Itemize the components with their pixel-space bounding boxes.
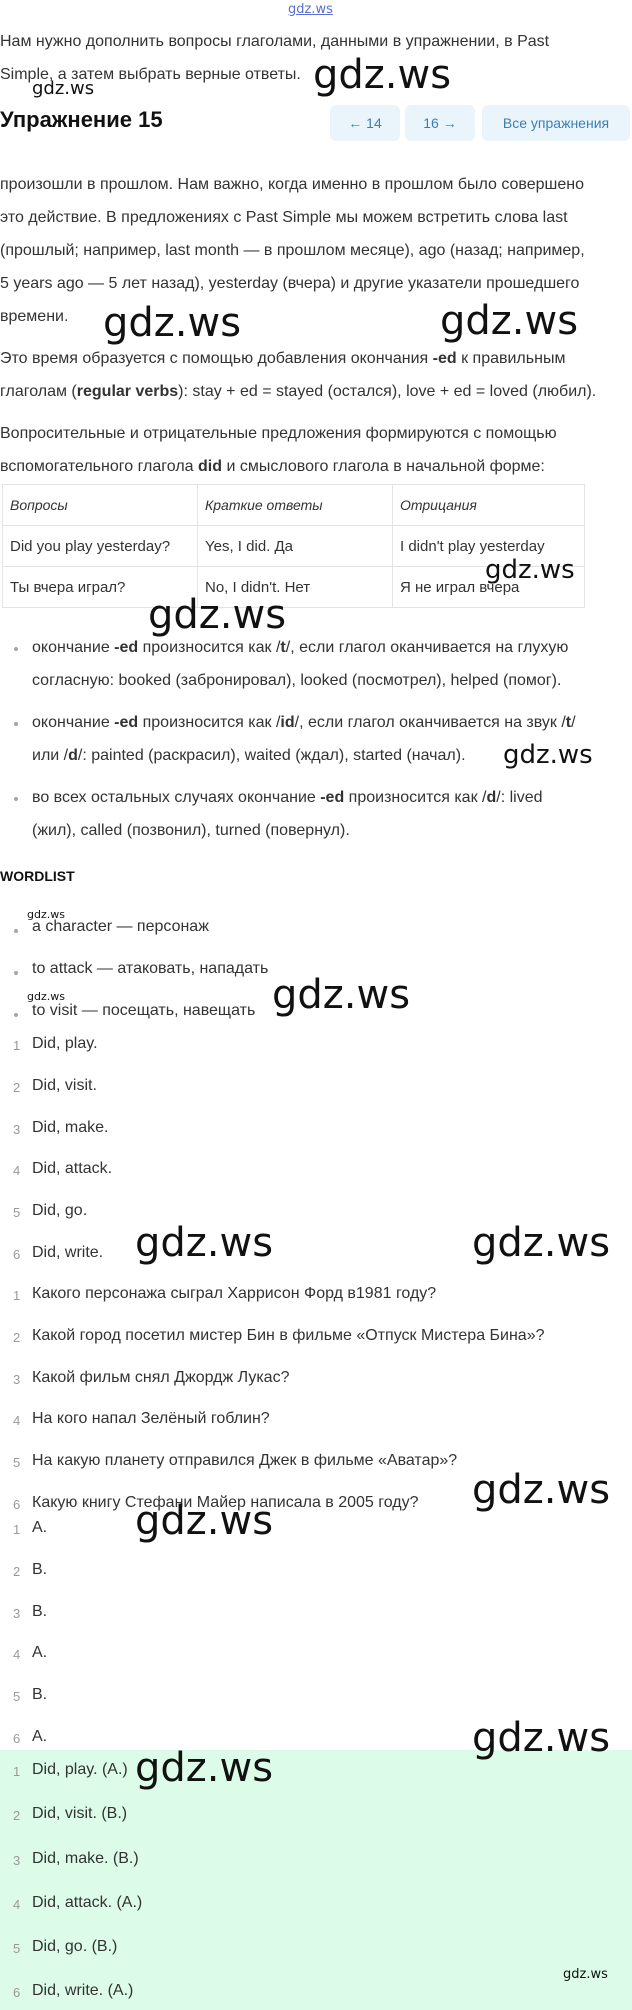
pronunciation-bullet-3 [32,781,622,814]
watermark: gdz.ws [27,908,65,921]
text: Это время образуется с помощью добавления окончания [0,350,433,367]
list-number: 2 [13,1330,21,1345]
watermark: gdz.ws [103,300,242,346]
list-number: 2 [13,1564,21,1579]
list-number: 3 [13,1606,21,1621]
bullet-dot [14,1013,18,1017]
text: /, если глагол оканчивается на глухую [285,639,569,656]
table-cell: Ты вчера играл? [3,567,198,608]
verb-item: Did, write. [32,1244,104,1261]
list-number: 1 [13,1764,21,1779]
text: глаголам ( [0,383,77,400]
text: /, если глагол оканчивается на звук / [294,714,566,731]
formation-line-2 [0,375,625,408]
text: вспомогательного глагола [0,458,198,475]
watermark: gdz.ws [135,1220,274,1266]
table-header-row [3,485,585,526]
table-header: Вопросы [3,485,198,526]
text: или / [32,747,69,764]
watermark: gdz.ws [440,298,579,344]
watermark: gdz.ws [472,1467,611,1513]
list-number: 1 [13,1288,21,1303]
intro-line-2: Simple, а затем выбрать верные ответы. [0,66,301,83]
grammar-table [2,484,585,608]
watermark: gdz.ws [272,972,411,1018]
pronunciation-bullet-1-line-2: согласную: booked (забронировал), looked (посмотрел), helped (помог). [32,672,562,689]
ed-ending: -ed [432,350,457,367]
bold-text: t [280,639,286,656]
wordlist-item: a character — персонаж [32,918,209,935]
theory-line-1: произошли в прошлом. Нам важно, когда именно в прошлом было совершено [0,176,585,193]
questions-rule-line-1: Вопросительные и отрицательные предложения формируются с помощью [0,425,557,442]
list-number: 6 [13,1731,21,1746]
table-cell: Yes, I did. Да [198,526,393,567]
regular-verbs: regular verbs [76,383,179,400]
verb-item: Did, visit. [32,1077,97,1094]
bold-text: -ed [114,639,139,656]
question-item: На какую планету отправился Джек в фильме «Аватар»? [32,1452,458,1469]
watermark: gdz.ws [32,78,95,99]
bullet-dot [14,722,18,726]
verb-item: Did, make. [32,1119,109,1136]
table-header: Отрицания [393,485,585,526]
choice-item: B. [32,1561,48,1578]
watermark: gdz.ws [472,1715,611,1761]
list-number: 3 [13,1122,21,1137]
list-number: 5 [13,1941,21,1956]
text: произносится как / [344,789,487,806]
list-number: 1 [13,1522,21,1537]
watermark: gdz.ws [503,740,593,770]
pronunciation-bullet-1 [32,631,622,664]
text: /: lived [496,789,543,806]
wordlist-title: WORDLIST [0,868,75,884]
list-number: 4 [13,1897,21,1912]
theory-line-3: (прошлый; например, last month — в прошлом месяце), ago (назад; например, [0,242,585,259]
table-cell: Я не играл вчера [393,567,585,608]
choice-item: A. [32,1519,48,1536]
prev-exercise-button[interactable]: ← 14 [330,105,400,141]
theory-line-4: 5 years ago — 5 лет назад), yesterday (вчера) и другие указатели прошедшего [0,275,580,292]
bullet-dot [14,929,18,933]
text: /: painted (раскрасил), waited (ждал), started (начал). [77,747,466,764]
list-number: 5 [13,1455,21,1470]
verb-item: Did, go. [32,1202,88,1219]
theory-line-2: это действие. В предложениях с Past Simple мы можем встретить слова last [0,209,568,226]
list-number: 6 [13,1985,21,2000]
text: окончание [32,639,115,656]
answer-item: Did, make. (B.) [32,1850,139,1867]
table-cell: No, I didn't. Нет [198,567,393,608]
table-header: Краткие ответы [198,485,393,526]
answers-panel [0,1750,632,2010]
text: во всех остальных случаях окончание [32,789,321,806]
list-number: 6 [13,1497,21,1512]
list-number: 3 [13,1853,21,1868]
watermark: gdz.ws [313,52,452,98]
list-number: 5 [13,1205,21,1220]
answer-item: Did, write. (A.) [32,1982,134,1999]
watermark: gdz.ws [135,1745,274,1791]
watermark: gdz.ws [472,1220,611,1266]
pronunciation-bullet-2 [32,706,622,739]
choice-item: B. [32,1686,48,1703]
watermark: gdz.ws [27,990,65,1003]
bullet-dot [14,971,18,975]
question-item: Какой фильм снял Джордж Лукас? [32,1369,290,1386]
bullet-dot [14,647,18,651]
bold-text: -ed [114,714,139,731]
bold-text: id [280,714,295,731]
watermark: gdz.ws [563,1967,608,1982]
next-exercise-button[interactable]: 16 → [405,105,475,141]
list-number: 3 [13,1372,21,1387]
choice-item: B. [32,1603,48,1620]
pronunciation-bullet-3-line-2: (жил), called (позвонил), turned (повернул). [32,822,350,839]
list-number: 6 [13,1247,21,1262]
bold-text: d [486,789,497,806]
all-exercises-button[interactable]: Все упражнения [482,105,630,141]
intro-line-1: Нам нужно дополнить вопросы глаголами, данными в упражнении, в Past [0,33,550,50]
page-title: Упражнение 15 [0,107,163,132]
text: ): stay + ed = stayed (остался), love + ed = loved (любил). [178,383,597,400]
text: окончание [32,714,115,731]
answer-item: Did, visit. (B.) [32,1805,128,1822]
question-item: Какого персонажа сыграл Харрисон Форд в1981 году? [32,1285,437,1302]
text: произносится как / [138,639,281,656]
theory-line-5: времени. [0,308,69,325]
answer-item: Did, attack. (A.) [32,1894,143,1911]
bold-text: d [68,747,78,764]
did-word: did [198,458,222,475]
choice-item: A. [32,1644,48,1661]
text: произносится как / [138,714,281,731]
question-item: На кого напал Зелёный гоблин? [32,1410,270,1427]
watermark-link[interactable]: gdz.ws [288,2,333,17]
table-cell: I didn't play yesterday [393,526,585,567]
bullet-dot [14,797,18,801]
list-number: 5 [13,1689,21,1704]
table-cell: Did you play yesterday? [3,526,198,567]
question-item: Какой город посетил мистер Бин в фильме «Отпуск Мистера Бина»? [32,1327,545,1344]
answer-item: Did, play. (A.) [32,1761,128,1778]
wordlist-item: to attack — атаковать, нападать [32,960,269,977]
watermark: gdz.ws [148,592,287,638]
text: / [571,714,576,731]
list-number: 4 [13,1413,21,1428]
wordlist-item: to visit — посещать, навещать [32,1002,256,1019]
choice-item: A. [32,1728,48,1745]
formation-line-1 [0,342,625,375]
watermark: gdz.ws [135,1498,274,1544]
text: к правильным [456,350,566,367]
verb-item: Did, play. [32,1035,98,1052]
list-number: 2 [13,1080,21,1095]
list-number: 4 [13,1163,21,1178]
list-number: 1 [13,1038,21,1053]
bold-text: t [565,714,572,731]
list-number: 4 [13,1647,21,1662]
bold-text: -ed [320,789,345,806]
list-number: 2 [13,1808,21,1823]
watermark: gdz.ws [485,555,575,585]
text: и смыслового глагола в начальной форме: [222,458,545,475]
questions-rule-line-2 [0,450,625,483]
answer-item: Did, go. (B.) [32,1938,118,1955]
question-item: Какую книгу Стефани Майер написала в 2005 году? [32,1494,419,1511]
verb-item: Did, attack. [32,1160,113,1177]
